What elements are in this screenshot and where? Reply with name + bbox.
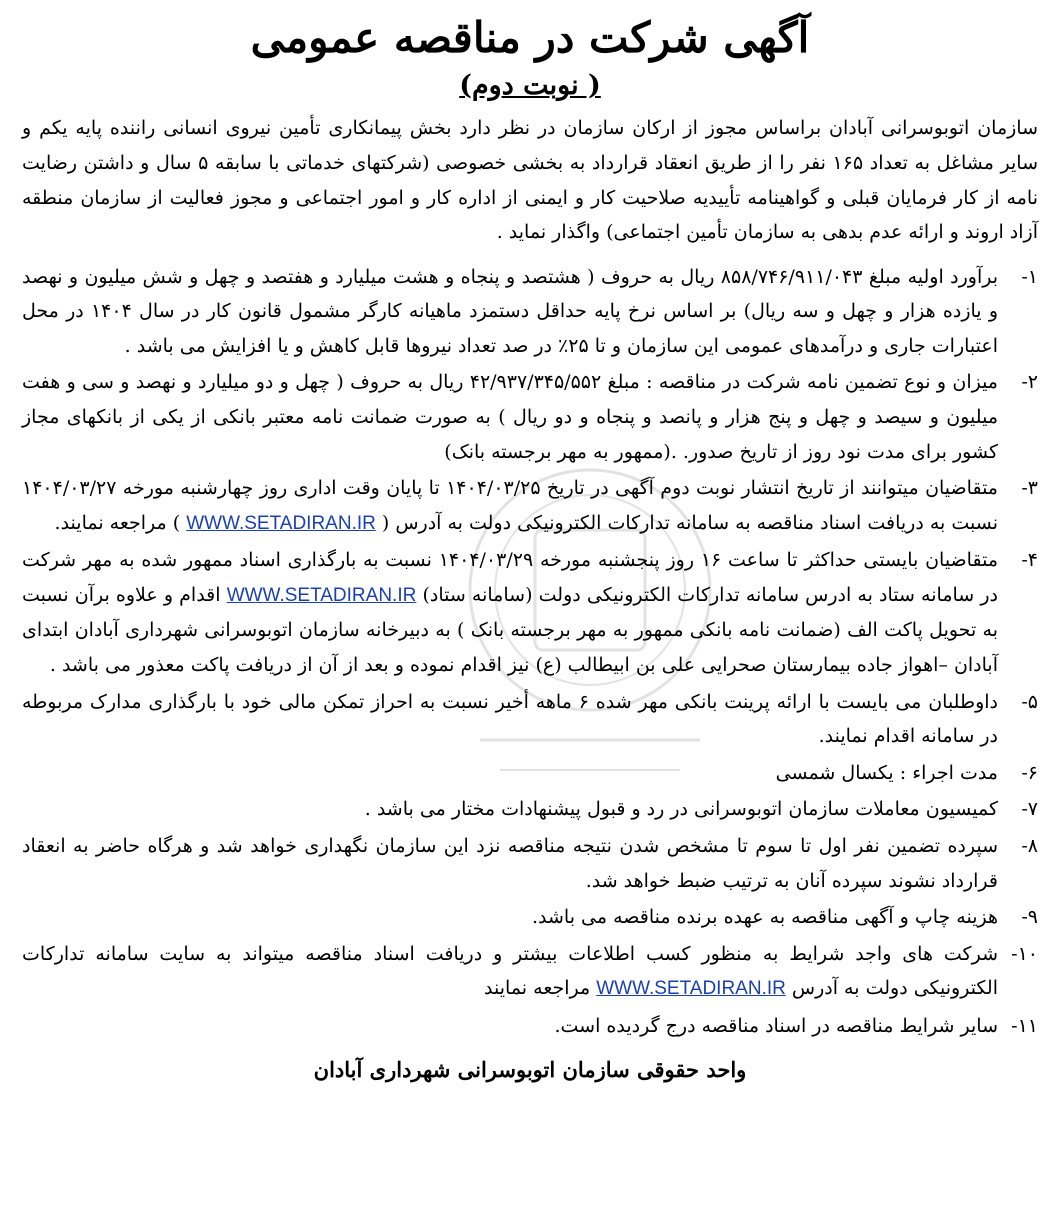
item-text: سایر شرایط مناقصه در اسناد مناقصه درج گردیده است. <box>554 1014 998 1037</box>
setadiran-link[interactable]: WWW.SETADIRAN.IR <box>226 584 417 606</box>
item-text <box>22 471 998 541</box>
conditions-list <box>22 260 1038 1044</box>
list-item <box>22 756 1038 791</box>
intro-paragraph: سازمان اتوبوسرانی آبادان براساس مجوز از ارکان سازمان در نظر دارد بخش پیمانکاری تأمین نیروی انسانی راننده پایه یکم و سایر مشاغل به تعداد ۱۶۵ نفر را از طریق انعقاد قرارداد به بخشی خصوصی (شرکتهای خدماتی با سابقه ۵ سال و داشتن رضایت نامه از کار فرمایان قبلی و گواهینامه تأییدیه صلاحیت کار و ایمنی از اداره کار و امور اجتماعی و مجوز فعالیت از سازمان منطقه آزاد اروند و ارائه عدم بدهی به سازمان تأمین اجتماعی) واگذار نماید . <box>22 117 1039 244</box>
item-text-before: متقاضیان بایستی حداکثر تا ساعت ۱۶ روز پنجشنبه مورخه ۱۴۰۴/۰۳/۲۹ نسبت به بارگذاری اسناد ممهور شده به مهر شرکت در سامانه ستاد به ادرس سامانه تدارکات الکترونیکی دولت (سامانه ستاد) <box>22 549 998 606</box>
list-item <box>22 829 1038 898</box>
item-number: ۱۰- <box>1011 942 1038 965</box>
item-number: ۷- <box>1021 798 1038 821</box>
item-text-before: شرکت های واجد شرایط به منظور کسب اطلاعات بیشتر و دریافت اسناد مناقصه میتواند به سایت سامانه تدارکات الکترونیکی دولت به آدرس <box>22 942 998 1000</box>
item-number: ۵- <box>1021 690 1038 713</box>
item-text-before: متقاضیان میتوانند از تاریخ انتشار نوبت دوم آگهی در تاریخ ۱۴۰۴/۰۳/۲۵ تا پایان وقت اداری روز چهارشنبه مورخه ۱۴۰۴/۰۳/۲۷ نسبت به دریافت اسناد مناقصه به سامانه تدارکات الکترونیکی دولت به آدرس ( <box>22 477 998 534</box>
list-item <box>22 543 1038 682</box>
item-number: ۱۱- <box>1011 1014 1038 1037</box>
list-item <box>22 937 1038 1007</box>
setadiran-link[interactable]: WWW.SETADIRAN.IR <box>186 512 376 534</box>
item-text: هزینه چاپ و آگهی مناقصه به عهده برنده مناقصه می باشد. <box>531 906 998 929</box>
list-item <box>22 260 1038 364</box>
list-item <box>22 900 1038 935</box>
item-number: ۴- <box>1021 549 1038 572</box>
notice-title: آگهی شرکت در مناقصه عمومی <box>250 13 810 62</box>
list-item <box>22 685 1038 754</box>
list-item <box>22 1009 1038 1044</box>
item-text-after: اقدام و علاوه برآن نسبت به تحویل پاکت الف (ضمانت نامه بانکی ممهور به مهر برجسته بانک ) به دبیرخانه سازمان اتوبوسرانی شهرداری آبادان ابتدای آبادان –اهواز جاده بیمارستان صحرایی علی بن ابیطالب (ع) نیز اقدام نموده و بعد از آن از دریافت پاکت معذور می باشد . <box>22 583 998 677</box>
item-text: برآورد اولیه مبلغ ۸۵۸/۷۴۶/۹۱۱/۰۴۳ ریال به حروف ( هشتصد و پنجاه و هشت میلیارد و هفتصد و چهل و شش میلیون و نهصد و یازده هزار و چهل و سه ریال) بر اساس نرخ پایه حداقل دستمزد ماهیانه کارگر مشمول قانون کار در سال ۱۴۰۴ در محل اعتبارات جاری و درآمدهای عمومی این سازمان و تا ۲۵٪ در صد تعداد نیروها قابل کاهش و یا افزایش می باشد . <box>22 265 999 357</box>
item-text <box>22 937 998 1007</box>
item-number: ۸- <box>1021 834 1038 857</box>
item-text-after: ) مراجعه نمایند. <box>54 511 181 534</box>
notice-subtitle: ( نوبت دوم) <box>459 70 601 102</box>
item-text: داوطلبان می بایست با ارائه پرینت بانکی مهر شده ۶ ماهه أخیر نسبت به احراز تمکن مالی خود با بارگذاری مدارک مربوطه در سامانه اقدام نمایند. <box>22 690 998 748</box>
item-number: ۲- <box>1021 371 1038 394</box>
item-number: ۱- <box>1021 265 1038 288</box>
item-text: کمیسیون معاملات سازمان اتوبوسرانی در رد و قبول پیشنهادات مختار می باشد . <box>364 798 998 821</box>
item-text <box>22 543 998 682</box>
item-number: ۹- <box>1021 906 1038 929</box>
item-number: ۳- <box>1021 477 1038 500</box>
list-item <box>22 365 1038 469</box>
setadiran-link[interactable]: WWW.SETADIRAN.IR <box>596 978 786 1000</box>
item-text-after: مراجعه نمایند <box>484 977 591 1000</box>
item-text: مدت اجراء : یکسال شمسی <box>775 761 998 784</box>
list-item <box>22 471 1038 541</box>
item-text: سپرده تضمین نفر اول تا سوم تا مشخص شدن نتیجه مناقصه نزد این سازمان نگهداری خواهد شد و هرگاه حاضر به انعقاد قرارداد نشوند سپرده آنان به ترتیب ضبط خواهد شد. <box>22 834 998 892</box>
list-item <box>22 792 1038 827</box>
footer-signature: واحد حقوقی سازمان اتوبوسرانی شهرداری آبادان <box>313 1057 747 1083</box>
item-text: میزان و نوع تضمین نامه شرکت در مناقصه : مبلغ ۴۲/۹۳۷/۳۴۵/۵۵۲ ریال به حروف ( چهل و دو میلیارد و نهصد و سی و هفت میلیون و سیصد و چهل و پنج هزار و پانصد و پنجاه و دو ریال ) به صورت ضمانت نامه معتبر بانکی از یکی از بانکهای مجاز کشور برای مدت نود روز از تاریخ صدور. .(ممهور به مهر برجسته بانک) <box>22 371 998 463</box>
item-number: ۶- <box>1021 761 1038 784</box>
